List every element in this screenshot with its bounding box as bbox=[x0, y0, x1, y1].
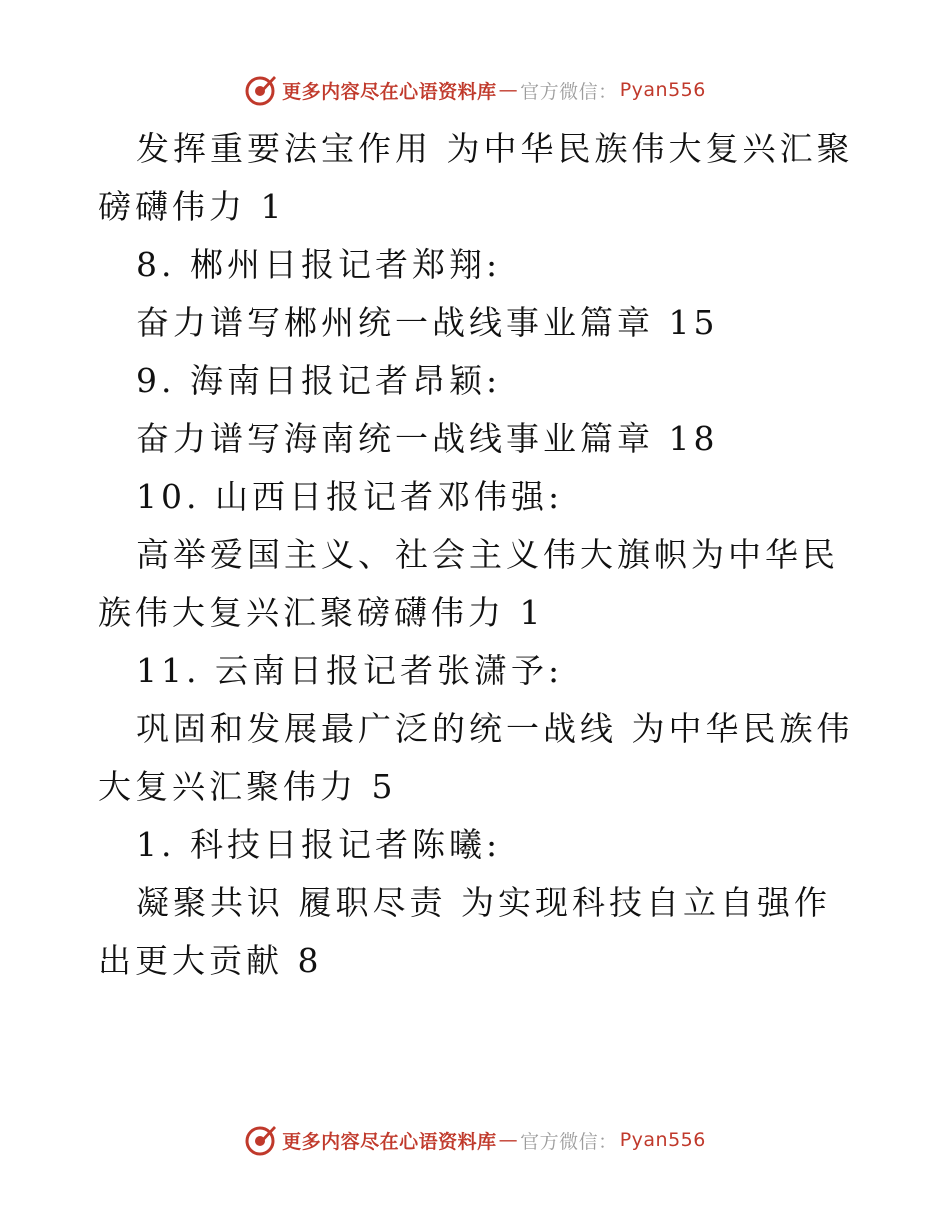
official-wechat-label: 官方微信： bbox=[520, 80, 618, 103]
footer-banner bbox=[0, 1120, 950, 1160]
toc-title-line: 奋力谱写郴州统一战线事业篇章 15 bbox=[136, 303, 719, 342]
wechat-id: Pyan556 bbox=[619, 1129, 706, 1151]
separator-dash: — bbox=[498, 79, 519, 101]
toc-title-line: 发挥重要法宝作用 为中华民族伟大复兴汇聚磅礴伟力 1 bbox=[98, 129, 854, 226]
toc-author-line: 1. 科技日报记者陈曦: bbox=[136, 825, 502, 864]
toc-title-line: 凝聚共识 履职尽责 为实现科技自立自强作出更大贡献 8 bbox=[98, 883, 831, 980]
toc-author-line: 10. 山西日报记者邓伟强: bbox=[136, 477, 564, 516]
wechat-id: Pyan556 bbox=[619, 79, 706, 101]
separator-dash: — bbox=[498, 1129, 519, 1151]
official-wechat-label: 官方微信： bbox=[520, 1130, 618, 1153]
toc-title-line: 奋力谱写海南统一战线事业篇章 18 bbox=[136, 419, 719, 458]
header-banner bbox=[0, 70, 950, 110]
toc-author-line: 11. 云南日报记者张潇予: bbox=[136, 651, 564, 690]
toc-title-line: 巩固和发展最广泛的统一战线 为中华民族伟大复兴汇聚伟力 5 bbox=[98, 709, 854, 806]
quill-pen-logo-icon bbox=[244, 1123, 278, 1157]
quill-pen-logo-icon bbox=[244, 73, 278, 107]
toc-title-line: 高举爱国主义、社会主义伟大旗帜为中华民族伟大复兴汇聚磅礴伟力 1 bbox=[98, 535, 839, 632]
document-body bbox=[98, 120, 858, 990]
site-name: 更多内容尽在心语资料库 bbox=[282, 1130, 497, 1153]
site-name: 更多内容尽在心语资料库 bbox=[282, 80, 497, 103]
toc-author-line: 9. 海南日报记者昂颖: bbox=[136, 361, 502, 400]
toc-author-line: 8. 郴州日报记者郑翔: bbox=[136, 245, 502, 284]
